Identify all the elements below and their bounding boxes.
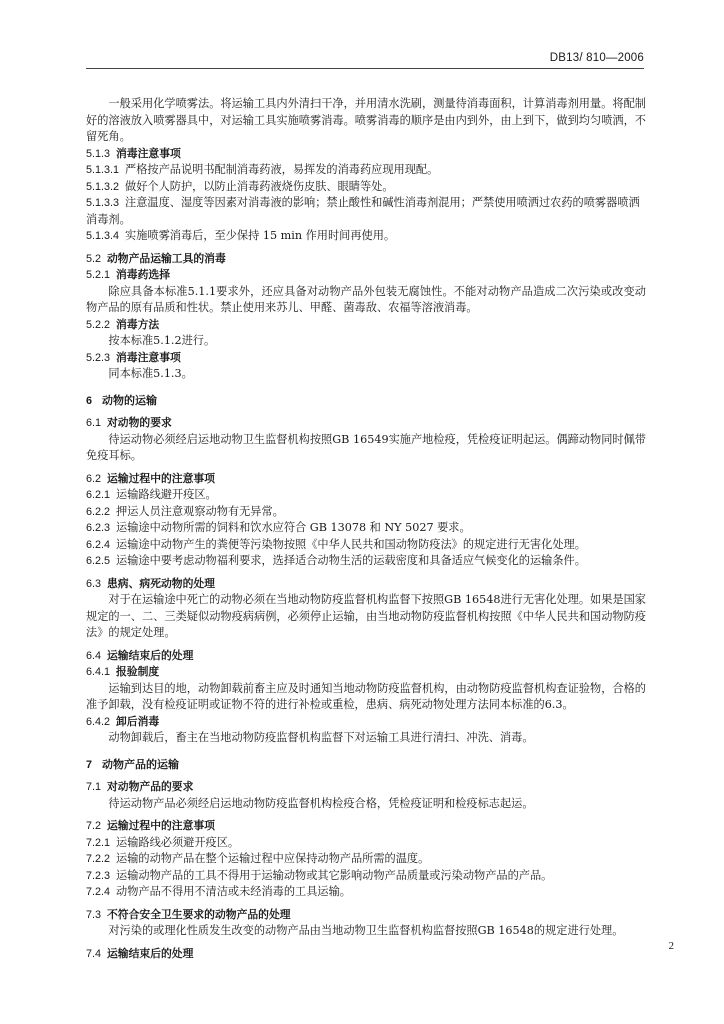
clause-number: 5.1.3.2 — [86, 180, 120, 193]
clause-number: 7.2.2 — [86, 853, 111, 865]
clause-text: 运输路线避开疫区。 — [116, 488, 217, 501]
section-heading-h2 — [86, 818, 646, 835]
clause-number: 6.4.2 — [86, 715, 111, 728]
clause-number: 6.2.1 — [86, 489, 111, 501]
paragraph: 对污染的或理化性质发生改变的动物产品由当地动物卫生监督机构监督按照GB 16548的规定进行处理。 — [108, 924, 624, 937]
section-heading-h3 — [86, 317, 646, 334]
heading-title: 消毒注意事项 — [116, 146, 181, 160]
clause-number: 6.2.4 — [86, 538, 111, 551]
section-heading-h3 — [86, 146, 646, 163]
clause-number: 7.2.1 — [86, 836, 111, 849]
clause-number: 6 — [86, 394, 93, 407]
heading-title: 对动物产品的要求 — [107, 780, 194, 793]
paragraph: 除应具备本标准5.1.1要求外，还应具备对动物产品外包装无腐蚀性。不能对动物产品造成二次污染或改变动物产品的原有品质和性状。禁止使用来苏儿、甲醛、菌毒敌、农福等溶液消毒。 — [86, 284, 646, 314]
clause-text: 实施喷雾消毒后，至少保持 15 min 作用时间再使用。 — [125, 229, 396, 242]
clause-number: 7.3 — [86, 908, 102, 921]
clause-number: 6.4.1 — [86, 666, 111, 678]
clause-text: 注意温度、湿度等因素对消毒液的影响；禁止酸性和碱性消毒剂混用；严禁使用喷洒过农药的喷雾器喷洒消毒剂。 — [86, 196, 640, 226]
clause-number: 5.1.3.4 — [86, 230, 120, 242]
clause-number: 7.2 — [86, 820, 102, 832]
heading-title: 运输过程中的注意事项 — [107, 471, 215, 485]
page-number: 2 — [668, 940, 674, 952]
clause-item — [86, 553, 646, 570]
clause-number: 6.2.3 — [86, 522, 111, 534]
standard-code: DB13/ 810—2006 — [549, 52, 644, 64]
clause-item — [86, 884, 646, 901]
section-heading-h3 — [86, 664, 646, 681]
clause-item — [86, 162, 646, 179]
indented-paragraph: 动物卸载后，畜主在当地动物防疫监督机构监督下对运输工具进行清扫、冲洗、消毒。 — [108, 731, 534, 744]
heading-title: 对动物的要求 — [107, 416, 172, 429]
clause-number: 6.2.5 — [86, 555, 111, 567]
clause-text: 运输的动物产品在整个运输过程中应保持动物产品所需的温度。 — [116, 852, 430, 865]
paragraph: 一般采用化学喷雾法。将运输工具内外清扫干净，并用清水洗刷，测量待消毒面积，计算消毒剂用量。将配制好的溶液放入喷雾器具中，对运输工具实施喷雾消毒。喷雾消毒的顺序是由内到外，由上到下，做到均匀喷洒，不留死角。 — [86, 97, 646, 143]
clause-text: 运输途中动物产生的粪便等污染物按照《中华人民共和国动物防疫法》的规定进行无害化处理。 — [116, 537, 586, 551]
section-heading-h3 — [86, 350, 646, 367]
clause-item — [86, 487, 646, 504]
clause-text: 严格按产品说明书配制消毒药液，易挥发的消毒药应现用现配。 — [125, 163, 439, 176]
section-heading-h1 — [86, 393, 646, 410]
section-heading-h2 — [86, 471, 646, 488]
clause-number: 5.1.3.1 — [86, 164, 120, 176]
clause-number: 5.1.3.3 — [86, 197, 120, 209]
section-heading-h2 — [86, 251, 646, 268]
section-heading-h1 — [86, 757, 646, 774]
heading-title: 动物的运输 — [102, 393, 158, 407]
heading-title: 消毒方法 — [116, 317, 160, 331]
clause-number: 7.2.4 — [86, 886, 111, 898]
heading-title: 报验制度 — [116, 665, 160, 678]
heading-title: 患病、病死动物的处理 — [107, 576, 215, 590]
heading-title: 运输结束后的处理 — [107, 648, 194, 662]
clause-item — [86, 520, 646, 537]
clause-number: 5.2.2 — [86, 318, 111, 331]
heading-title: 动物产品的运输 — [102, 757, 180, 771]
heading-title: 不符合安全卫生要求的动物产品的处理 — [107, 907, 291, 921]
clause-text: 动物产品不得用不清洁或未经消毒的工具运输。 — [116, 885, 351, 898]
section-heading-h2 — [86, 907, 646, 924]
clause-number: 5.2.1 — [86, 269, 111, 281]
paragraph: 待运动物产品必须经启运地动物防疫监督机构检疫合格，凭检疫证明和检疫标志起运。 — [108, 796, 534, 810]
clause-item — [86, 195, 646, 228]
section-heading-h2 — [86, 415, 646, 432]
heading-title: 运输结束后的处理 — [107, 946, 194, 960]
clause-number: 5.1.3 — [86, 147, 111, 160]
section-heading-h3 — [86, 267, 646, 284]
clause-text: 运输路线必须避开疫区。 — [116, 835, 240, 849]
heading-title: 运输过程中的注意事项 — [107, 819, 215, 832]
heading-title: 消毒注意事项 — [116, 350, 181, 364]
section-heading-h2 — [86, 946, 646, 963]
clause-number: 6.4 — [86, 649, 102, 662]
clause-number: 7.4 — [86, 947, 102, 960]
clause-text: 运输途中要考虑动物福利要求，选择适合动物生活的运载密度和具备适应气候变化的运输条件。 — [116, 554, 586, 567]
clause-number: 6.1 — [86, 417, 102, 429]
paragraph: 对于在运输途中死亡的动物必须在当地动物防疫监督机构监督下按照GB 16548进行无害化处理。如果是国家规定的一、二、三类疑似动物疫病病例，必须停止运输，由当地动物防疫监督机构按照《中华人民共和国动物防疫法》的规定处理。 — [86, 593, 646, 639]
clause-number: 5.2.3 — [86, 351, 111, 364]
clause-number: 7 — [86, 758, 93, 771]
paragraph: 运输到达目的地，动物卸载前畜主应及时通知当地动物防疫监督机构，由动物防疫监督机构查证验物，合格的准予卸载，没有检疫证明或证物不符的进行补检或重检，患病、病死动物处理方法同本标准的6.3。 — [86, 681, 646, 711]
clause-number: 5.2 — [86, 252, 102, 265]
section-heading-h3 — [86, 714, 646, 731]
clause-text: 运输途中动物所需的饲料和饮水应符合 GB 13078 和 NY 5027 要求。 — [116, 521, 471, 534]
clause-number: 7.1 — [86, 781, 102, 793]
header-rule — [86, 68, 644, 69]
clause-item — [86, 179, 646, 196]
clause-item — [86, 835, 646, 852]
clause-item — [86, 851, 646, 868]
clause-item — [86, 537, 646, 554]
clause-number: 6.2 — [86, 472, 102, 485]
heading-title: 卸后消毒 — [116, 714, 160, 728]
clause-item — [86, 228, 646, 245]
section-heading-h2 — [86, 576, 646, 593]
section-heading-h2 — [86, 648, 646, 665]
section-heading-h2 — [86, 779, 646, 796]
clause-item — [86, 504, 646, 521]
heading-title: 消毒药选择 — [116, 268, 170, 281]
heading-title: 动物产品运输工具的消毒 — [107, 251, 226, 265]
clause-number: 6.2.2 — [86, 505, 111, 518]
clause-text: 做好个人防护，以防止消毒药液烧伤皮肤、眼睛等处。 — [125, 179, 394, 193]
clause-text: 运输动物产品的工具不得用于运输动物或其它影响动物产品质量或污染动物产品的产品。 — [116, 868, 553, 882]
indented-paragraph: 按本标准5.1.2进行。 — [108, 334, 216, 347]
indented-paragraph: 同本标准5.1.3。 — [108, 367, 193, 380]
clause-item — [86, 868, 646, 885]
document-body — [86, 96, 646, 962]
paragraph: 待运动物必须经启运地动物卫生监督机构按照GB 16549实施产地检疫，凭检疫证明起运。偶蹄动物同时佩带免疫耳标。 — [86, 432, 646, 462]
clause-number: 6.3 — [86, 577, 102, 590]
clause-number: 7.2.3 — [86, 869, 111, 882]
clause-text: 押运人员注意观察动物有无异常。 — [116, 504, 284, 518]
